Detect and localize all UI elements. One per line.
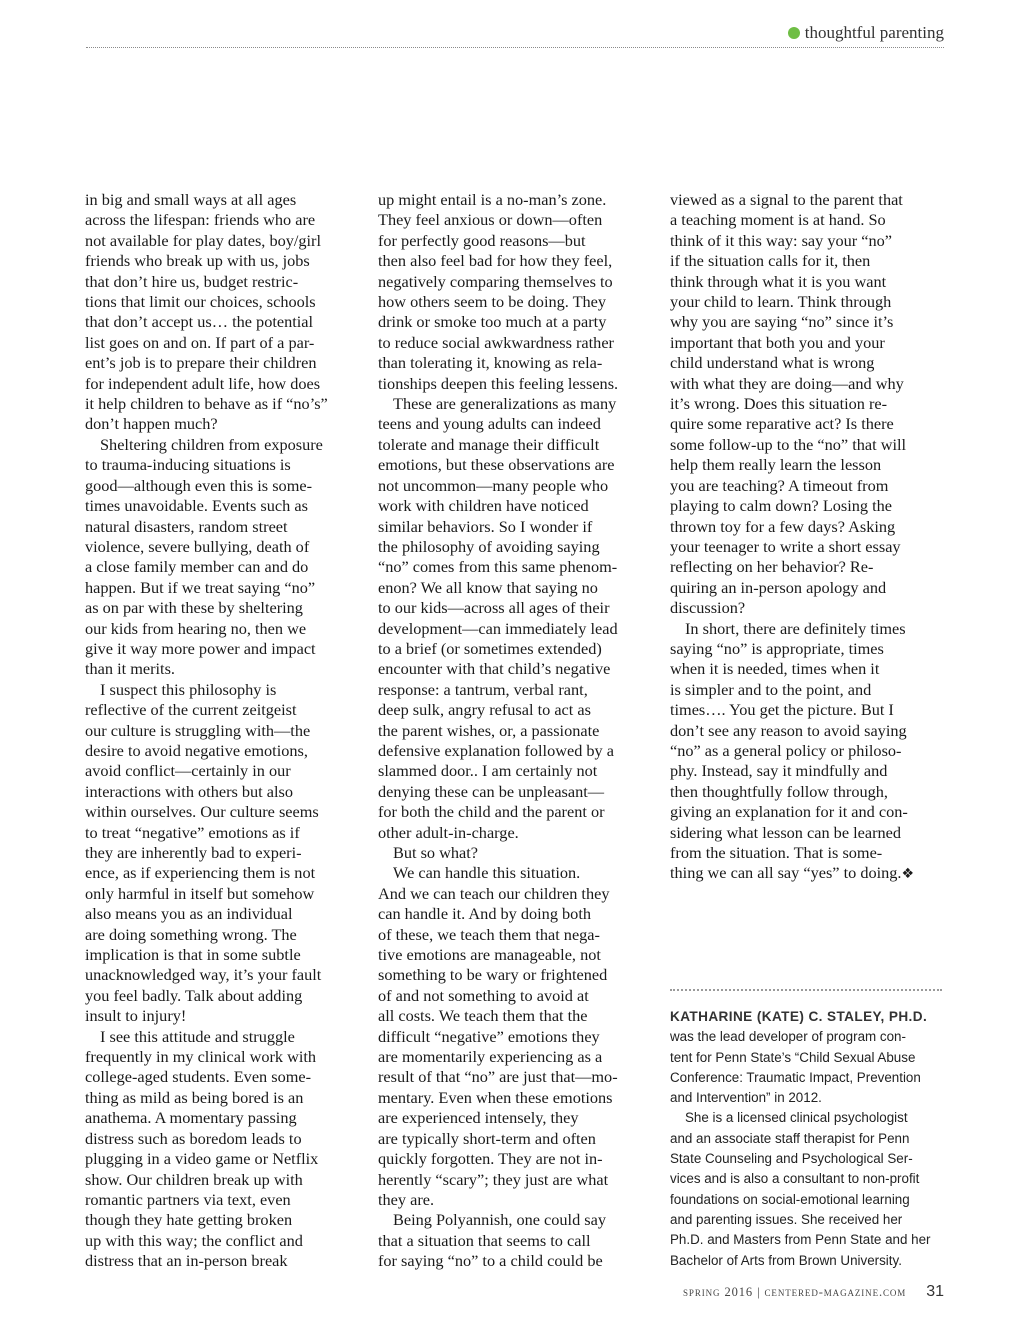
green-dot-icon: [788, 27, 800, 39]
article-paragraph: We can handle this situation. And we can teach our children they can handle it. And by doing both of these, we teach them that nega- tive emotions are manageable, not something to be wary or frightened of and not something to avoid at all costs. We teach them that the difficult “negative” emotions they are momentarily experiencing as a result of that “no” are just that—mo- mentary. Even when these emotions are experienced intensely, they are typically short-term and often quickly forgotten. They are not in- herently “scary”; they just are what they are.: [378, 863, 618, 1209]
bio-paragraph: She is a licensed clinical psychologist and an associate staff therapist for Penn State Counseling and Psychological Ser- vices and is also a consultant to non-profit foundations on social-emotional learning and parenting issues. She received her Ph.D. and Masters from Penn State and her Bachelor of Arts from Brown University.: [670, 1110, 931, 1268]
end-mark-icon: ❖: [901, 866, 915, 883]
article-paragraph: Being Polyannish, one could say that a situation that seems to call for saying “no” to a child could be: [378, 1210, 606, 1271]
article-paragraph: in big and small ways at all ages across the lifespan: friends who are not available for play dates, boy/girl friends who break up with us, jobs that don’t hire us, budget restric- tions that limit our choices, schools that don’t accept us… the potential list goes on and on. If part of a par- ent’s job is to prepare their children for independent adult life, how does it help children to behave as if “no’s” don’t happen much?: [85, 190, 328, 434]
page-footer: [683, 1283, 944, 1301]
article-paragraph: up might entail is a no-man’s zone. They feel anxious or down—often for perfectly good reasons—but then also feel bad for how they feel, negatively comparing themselves to how others seem to be doing. They drink or smoke too much at a party to reduce social awkwardness rather than tolerating it, knowing as rela- tionships deepen this feeling lessens.: [378, 190, 619, 393]
article-column-3: [670, 190, 950, 885]
article-column-2: [378, 190, 658, 1272]
article-paragraph: These are generalizations as many teens and young adults can indeed tolerate and manage their difficult emotions, but these observations are not uncommon—many people who work with children have noticed similar behaviors. So I wonder if the philosophy of avoiding saying “no” comes from this same phenom- enon? We all know that saying no to our kids—across all ages of their development—can immediately lead to a brief (or sometimes extended) encounter with that child’s negative response: a tantrum, verbal rant, deep sulk, angry refusal to act as the parent wishes, or, a passionate defensive explanation followed by a slammed door.. I am certainly not denying these can be unpleasant— for both the child and the parent or other adult-in-charge.: [378, 394, 618, 842]
bio-paragraph: was the lead developer of program con- tent for Penn State’s “Child Sexual Abuse Conference: Traumatic Impact, Prevention and Intervention” in 2012.: [670, 1029, 921, 1106]
article-paragraph: Sheltering children from exposure to trauma-inducing situations is good—although even this is some- times unavoidable. Events such as natural disasters, random street violence, severe bullying, death of a close family member can and do happen. But if we treat saying “no” as on par with these by sheltering our kids from hearing no, then we give it way more power and impact than it merits.: [85, 434, 323, 679]
bio-divider: [670, 989, 942, 991]
article-paragraph-final: [670, 619, 950, 885]
author-bio: [670, 1007, 948, 1271]
article-paragraph: But so what?: [393, 843, 479, 862]
page-number: 31: [926, 1283, 944, 1300]
article-paragraph: viewed as a signal to the parent that a teaching moment is at hand. So think of it this way: say your “no” if the situation calls for it, then think through what it is you want your child to learn. Think through why you are saying “no” since it’s important that both you and your child understand what is wrong with what they are doing—and why it’s wrong. Does this situation re- quire some reparative act? Is there some follow-up to the “no” that will help them really learn the lesson you are teaching? A timeout from playing to calm down? Losing the thrown toy for a few days? Asking your teenager to write a short essay reflecting on her behavior? Re- quiring an in-person apology and discussion?: [670, 190, 907, 618]
final-paragraph-text: In short, there are definitely times saying “no” is appropriate, times when it is needed, times when it is simpler and to the point, and times…. You get the picture. But I don’t see any reason to avoid saying “no” as a general policy or philoso- phy. Instead, say it mindfully and then thoughtfully follow through, giving an explanation for it and con- sidering what lesson can be learned from the situation. That is some- thing we can all say “yes” to doing.: [670, 618, 908, 883]
article-paragraph: I suspect this philosophy is reflective of the current zeitgeist our culture is struggling with—the desire to avoid negative emotions, avoid conflict—certainly in our interactions with others but also within ourselves. Our culture seems to treat “negative” emotions as if they are inherently bad to experi- ence, as if experiencing them is not only harmful in itself but somehow also means you as an individual are doing something wrong. The implication is that in some subtle unacknowledged way, it’s your fault you feel badly. Talk about adding insult to injury!: [85, 679, 322, 1026]
bio-name: KATHARINE (KATE) C. STALEY, PH.D.: [670, 1009, 928, 1024]
section-tag: [788, 22, 944, 44]
page-header: [86, 22, 944, 48]
issue-line: spring 2016 | centered-magazine.com: [683, 1285, 907, 1299]
article-column-1: [85, 190, 365, 1272]
article-paragraph: I see this attitude and struggle frequently in my clinical work with college-aged students. Even some- thing as mild as being bored is an anathema. A momentary passing distress such as boredom leads to plugging in a video game or Netflix show. Our children break up with romantic partners via text, even though they hate getting broken up with this way; the conflict and distress that an in-person break: [85, 1026, 319, 1271]
section-label: thoughtful parenting: [804, 23, 944, 42]
